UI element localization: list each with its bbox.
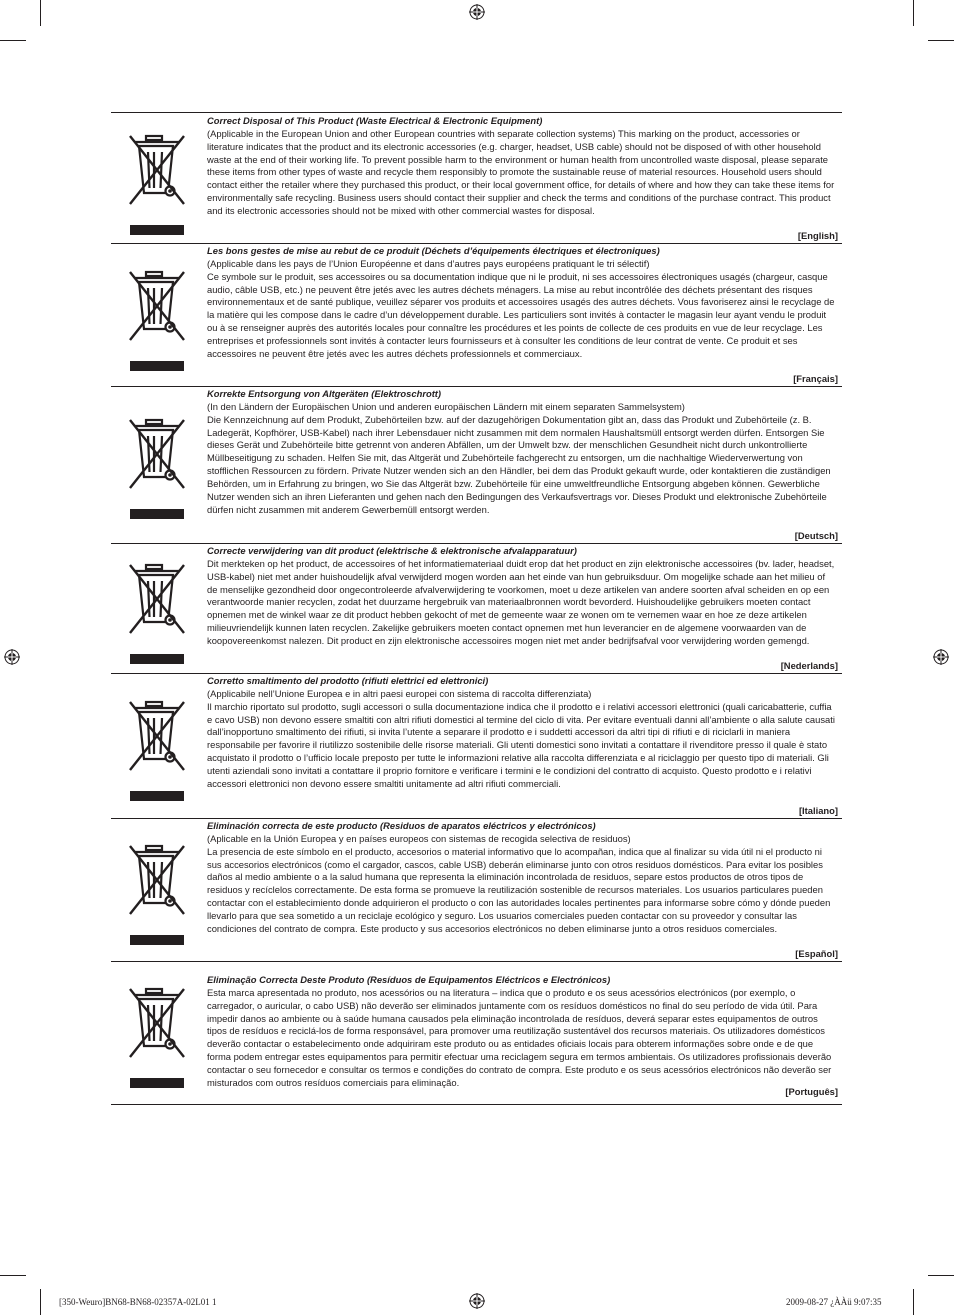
language-label: [Français] <box>793 373 838 384</box>
language-label: [Deutsch] <box>794 530 838 541</box>
crop-mark <box>40 1289 41 1315</box>
notice-title: Corretto smaltimento del prodotto (rifiuti elettrici ed elettronici) <box>207 675 489 686</box>
notice-paragraph: (Applicable in the European Union and other European countries with separate collection systems) This marking on the product, accessories or literature indicates that the product and its electronic accessories (e.g. charger, headset, USB cable) should not be disposed of with other household waste at the end of their working life. To prevent possible harm to the environment or human health from uncontrolled waste disposal, please separate these items from other types of waste and recycle them responsibly to promote the sustainable reuse of material resources. Household users should contact either the retailer where they purchased this product, or their local government office, for details of where and how they can take these items for environmentally safe recycling. Business users should contact their supplier and check the terms and conditions of the purchase contract. This product and its electronic accessories should not be mixed with other commercial wastes for disposal. <box>207 127 835 216</box>
crop-mark <box>0 40 26 41</box>
crossed-out-bin-icon <box>127 562 187 638</box>
notice-paragraph: (Aplicable en la Unión Europea y en países europeos con sistemas de recogida selectiva de residuos) <box>207 832 631 844</box>
registration-mark-icon <box>469 4 485 20</box>
notice-spanish <box>111 819 842 962</box>
notice-title: Correct Disposal of This Product (Waste Electrical & Electronic Equipment) <box>207 115 543 126</box>
crossed-out-bin-icon <box>127 843 187 919</box>
language-label: [Italiano] <box>798 805 838 816</box>
notice-title: Eliminação Correcta Deste Produto (Resíduos de Equipamentos Eléctricos e Electrónicos) <box>207 974 611 985</box>
notice-paragraph: La presencia de este símbolo en el producto, accesorios o material informativo que lo acompañan, indica que al finalizar su vida útil ni el producto ni sus accesorios electrónicos (como el cargador, cascos, cable USB) deberán eliminarse junto con otros residuos domésticos. Para evitar los posibles daños al medio ambiente o a la salud humana que representa la eliminación incontrolada de residuos, separe estos productos de otros tipos de residuos y recíclelos correctamente. De esta forma se promueve la reutilización sostenible de recursos materiales. Los usuarios particulares pueden contactar con el establecimiento donde adquirieron el producto o con las autoridades locales pertinentes para informarse sobre cómo y dónde pueden llevarlo para que sea sometido a un reciclaje ecológico y seguro. Los usuarios comerciales pueden contactar con su proveedor y consultar las condiciones del contrato de compra. Este producto y sus accesorios electrónicos no deben eliminarse junto a otros residuos comerciales. <box>207 845 831 934</box>
language-label: [Português] <box>785 1086 838 1097</box>
crossed-out-bin-icon <box>127 986 187 1062</box>
language-label: [English] <box>797 230 838 241</box>
weee-symbol <box>123 133 193 235</box>
crossed-out-bin-icon <box>127 269 187 345</box>
crop-mark <box>0 1275 26 1276</box>
weee-symbol <box>123 417 193 519</box>
weee-symbol <box>123 699 193 801</box>
print-slug-right: 2009-08-27 ¿ÀÀü 9:07:35 <box>786 1297 882 1307</box>
registration-mark-icon <box>469 1293 485 1309</box>
black-bar-marking <box>130 361 184 371</box>
notice-italian <box>111 674 842 819</box>
registration-mark-icon <box>933 649 949 665</box>
crossed-out-bin-icon <box>127 133 187 209</box>
notice-title: Korrekte Entsorgung von Altgeräten (Elektroschrott) <box>207 388 442 399</box>
notice-title: Les bons gestes de mise au rebut de ce produit (Déchets d’équipements électriques et électroniques) <box>207 245 660 256</box>
black-bar-marking <box>130 791 184 801</box>
crop-mark <box>913 0 914 26</box>
black-bar-marking <box>130 654 184 664</box>
language-label: [Español] <box>795 948 838 959</box>
crop-mark <box>913 1289 914 1315</box>
notice-german <box>111 387 842 544</box>
notice-paragraph: (Applicable dans les pays de l’Union Européenne et dans d’autres pays européens pratiquant le tri sélectif) <box>207 257 650 269</box>
weee-symbol <box>123 269 193 371</box>
print-slug-left: [350-Weuro]BN68-BN68-02357A-02L01 1 <box>59 1297 217 1307</box>
crossed-out-bin-icon <box>127 699 187 775</box>
black-bar-marking <box>130 509 184 519</box>
black-bar-marking <box>130 1078 184 1088</box>
weee-disposal-notices <box>111 112 842 1105</box>
notice-paragraph: (Applicabile nell’Unione Europea e in altri paesi europei con sistema di raccolta differenziata) <box>207 687 592 699</box>
black-bar-marking <box>130 225 184 235</box>
notice-paragraph: Esta marca apresentada no produto, nos acessórios ou na literatura – indica que o produto e os seus acessórios electrónicos (por exemplo, o carregador, o auricular, o cabo USB) não deverão ser eliminados juntamente com os resíduos domésticos no final do seu período de vida útil. Para impedir danos ao ambiente ou à saúde humana causados pela eliminação incontrolada de resíduos, deverá separar estes equipamentos de outros tipos de resíduos e reciclá-los de forma responsável, para promover uma reutilização sustentável dos recursos materiais. Os utilizadores domésticos deverão contactar o estabelecimento onde adquiriram este produto ou as entidades oficiais locais para obterem informações sobre onde e de que forma podem entregar estes equipamentos para permitir efectuar uma reciclagem segura em termos ambientais. Os utilizadores profissionais deverão contactar o seu fornecedor e consultar os termos e condições do contrato de compra. Este produto e os seus acessórios electrónicos não deverão ser misturados com outros resíduos comerciais para eliminação. <box>207 986 832 1088</box>
crop-mark <box>928 40 954 41</box>
crop-mark <box>928 1275 954 1276</box>
notice-paragraph: Ce symbole sur le produit, ses accessoires ou sa documentation indique que ni le produit, ni ses accessoires électroniques usagés (chargeur, casque audio, câble USB, etc.) ne peuvent être jetés avec les autres déchets ménagers. La mise au rebut incontrôlée des déchets présentant des risques environnementaux et de santé publique, veuillez séparer vos produits et accessoires usagés des autres déchets. Vous favoriserez ainsi le recyclage de la matière qui les compose dans le cadre d’un développement durable. Les particuliers sont invités à contacter le magasin leur ayant vendu le produit ou à se renseigner auprès des autorités locales pour connaître les procédures et les points de collecte de ces produits en vue de leur recyclage. Les entreprises et professionnels sont invités à contacter leurs fournisseurs et à consulter les conditions de leur contrat de vente. Ce produit et ses accessoires ne peuvent être jetés avec les autres déchets professionnels et commerciaux. <box>207 270 835 359</box>
notice-paragraph: Dit merkteken op het product, de accessoires of het informatiemateriaal duidt erop dat het product en zijn elektronische accessoires (bv. lader, headset, USB-kabel) niet met ander huishoudelijk afval verwijderd mogen worden aan het einde van hun gebruiksduur. Om mogelijke schade aan het milieu of de menselijke gezondheid door ongecontroleerde afvalverwijdering te voorkomen, moet u deze artikelen van andere soorten afval scheiden en op een verantwoorde manier recyclen, zodat het duurzame hergebruik van materiaalbronnen wordt bevorderd. Huishoudelijke gebruikers moeten contact opnemen met de winkel waar ze dit product hebben gekocht of met de gemeente waar ze wonen om te vernemen waar en hoe ze deze artikelen milieuvriendelijk kunnen laten recyclen. Zakelijke gebruikers moeten contact opnemen met hun leverancier en de algemene voorwaarden van de koopovereenkomst nalezen. Dit product en zijn elektronische accessoires mogen niet met ander bedrijfsafval voor verwijdering worden gemengd. <box>207 557 835 646</box>
crossed-out-bin-icon <box>127 417 187 493</box>
notice-dutch <box>111 544 842 674</box>
notice-title: Correcte verwijdering van dit product (elektrische & elektronische afvalapparatuur) <box>207 545 577 556</box>
notice-portuguese <box>111 962 842 1105</box>
registration-mark-icon <box>4 649 20 665</box>
weee-symbol <box>123 562 193 664</box>
weee-symbol <box>123 986 193 1088</box>
notice-paragraph: Die Kennzeichnung auf dem Produkt, Zubehörteilen bzw. auf der dazugehörigen Dokumentation gibt an, dass das Produkt und Zubehörteile (z. B. Ladegerät, Kopfhörer, USB-Kabel) nach ihrer Lebensdauer nicht zusammen mit dem normalen Haushaltsmüll entsorgt werden dürfen. Entsorgen Sie dieses Gerät und Zubehörteile bitte getrennt von anderen Abfällen, um der Umwelt bzw. der menschlichen Gesundheit nicht durch unkontrollierte Müllbeseitigung zu schaden. Helfen Sie mit, das Altgerät und Zubehörteile fachgerecht zu entsorgen, um die nachhaltige Wiederverwertung von stofflichen Ressourcen zu fördern. Private Nutzer wenden sich an den Händler, bei dem das Produkt gekauft wurde, oder kontaktieren die zuständigen Behörden, um in Erfahrung zu bringen, wo Sie das Altgerät bzw. Zubehörteile für eine umweltfreundliche Entsorgung abgeben können. Gewerbliche Nutzer wenden sich an ihren Lieferanten und gehen nach den Bedingungen des Verkaufsvertrags vor. Dieses Produkt und elektronische Zubehörteile dürfen nicht zusammen mit anderem Gewerbemüll entsorgt werden. <box>207 413 831 515</box>
notice-paragraph: (In den Ländern der Europäischen Union und anderen europäischen Ländern mit einem separaten Sammelsystem) <box>207 400 685 412</box>
weee-symbol <box>123 843 193 945</box>
notice-french <box>111 244 842 387</box>
notice-title: Eliminación correcta de este producto (Residuos de aparatos eléctricos y electrónicos) <box>207 820 596 831</box>
black-bar-marking <box>130 935 184 945</box>
notice-english <box>111 113 842 244</box>
notice-paragraph: Il marchio riportato sul prodotto, sugli accessori o sulla documentazione indica che il prodotto e i relativi accessori elettronici (quali caricabatterie, cuffia e cavo USB) non devono essere smaltiti con altri rifiuti domestici al termine del ciclo di vita. Per evitare eventuali danni all’ambiente o alla salute causati dall’inopportuno smaltimento dei rifiuti, si invita l’utente a separare il prodotto e i suddetti accessori da altri tipi di rifiuti e di riciclarli in maniera responsabile per favorire il riutilizzo sostenibile delle risorse materiali. Gli utenti domestici sono invitati a contattare il rivenditore presso il quale è stato acquistato il prodotto o l’ufficio locale preposto per tutte le informazioni relative alla raccolta differenziata e al riciclaggio per questo tipo di materiali. Gli utenti aziendali sono invitati a contattare il proprio fornitore e verificare i termini e le condizioni del contratto di acquisto. Questo prodotto e i relativi accessori elettronici non devono essere smaltiti unitamente ad altri rifiuti commerciali. <box>207 700 835 789</box>
language-label: [Nederlands] <box>780 660 838 671</box>
crop-mark <box>40 0 41 26</box>
